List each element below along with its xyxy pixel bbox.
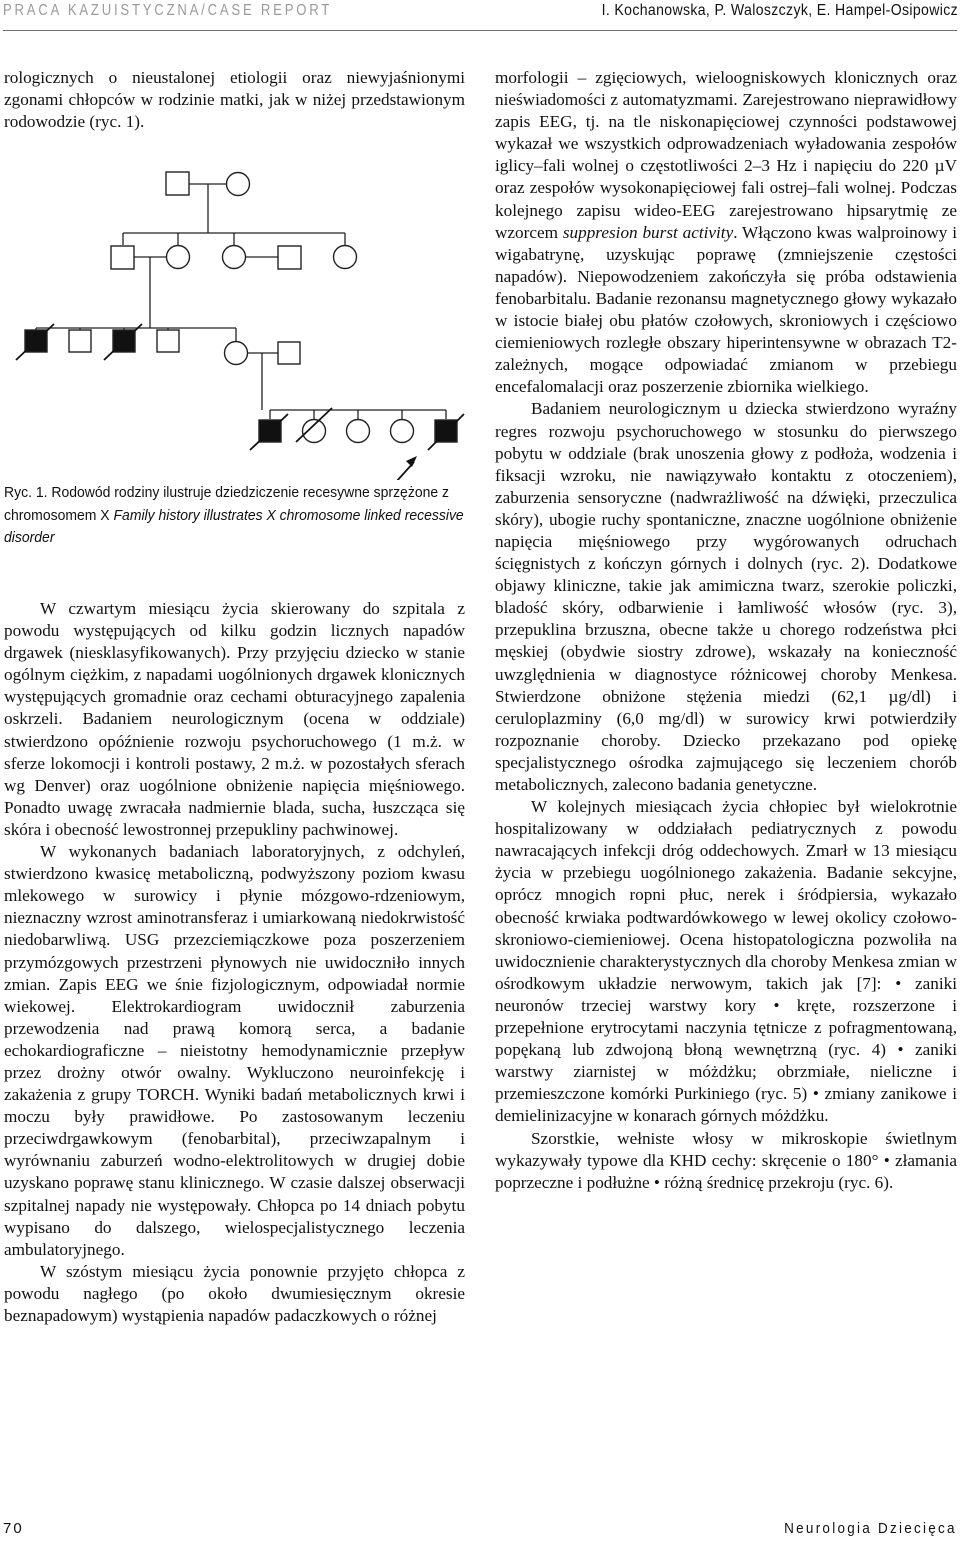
female-symbol [334, 246, 357, 269]
pedigree-chart [0, 160, 480, 480]
female-symbol [225, 342, 248, 365]
right-column [495, 67, 957, 1194]
italic-term: suppresion burst activity [562, 222, 734, 242]
body-paragraph: W wykonanych badaniach laboratoryjnych, z odchyleń, stwierdzono kwasicę metaboliczną, podwyższony poziom kwasu mlekowego w surowicy i płynie mózgowo-rdzeniowym, nieznaczny wzrost aminotransferaz i umiarkowaną niedokrwistość niedobarwliwą. USG przezciemiączkowe poza poszerzeniem przymózgowych przestrzeni płynowych nie uwidoczniło innych zmian. Zapis EEG we śnie fizjologicznym, odpowiadał normie wiekowej. Elektrokardiogram uwidocznił zaburzenia przewodzenia nad prawą komorą serca, a badanie echokardiograficzne – nieistotny hemodynamicznie przepływ przez drożny otwór owalny. Wykluczono neuroinfekcję i zakażenia z grupy TORCH. Wyniki badań metabolicznych krwi i moczu były prawidłowe. Po zastosowanym leczeniu przeciwdrgawkowym (fenobarbital), przeciwzapalnym i wyrównaniu zaburzeń wodno-elektrolitowych w drugiej dobie uzyskano poprawę stanu klinicznego. W czasie dalszej obserwacji szpitalnej napady nie występowały. Chłopca po 14 dniach pobytu wypisano do dalszego, wielospecjalistycznego leczenia ambulatoryjnego. [4, 842, 465, 1259]
female-symbol [223, 246, 246, 269]
male-symbol [166, 172, 189, 195]
body-paragraph: morfologii – zgięciowych, wieloogniskowych klonicznych oraz nieświadomości z automatyzmami. Zarejestrowano nieprawidłowy zapis EEG, tj. na tle niskonapięciowej czynności podstawowej wykazał we wszystkich odprowadzeniach wyładowania zespołów iglicy–fali wolnej o częstotliwości 2–3 Hz i napięciu do 220 µV oraz zespołów wysokonapięciowej fali ostrej–fali wolnej. Podczas kolejnego zapisu wideo-EEG zarejestrowano hipsarytmię ze wzorcem suppresion burst activity. Włączono kwas walproinowy i wigabatrynę, uzyskując poprawę (zmniejszenie częstości napadów). Niepowodzeniem zakończyła się próba odstawienia fenobarbitalu. Badanie rezonansu magnetycznego głowy wykazało w istocie białej obu płatów czołowych, skroniowych i częściowo ciemieniowych rozległe obszary hiperintensywne w obrazach T2-zależnych, mogące odpowiadać zmianom w przebiegu encefalomalacji oraz poszerzenie zbiornika wielkiego. [495, 68, 957, 397]
body-paragraph: Szorstkie, wełniste włosy w mikroskopie świetlnym wykazywały typowe dla KHD cechy: skręcenie o 180° • złamania poprzeczne i podłużne • różną średnicę przekroju (ryc. 6). [495, 1128, 957, 1192]
male-symbol [278, 246, 301, 269]
male-symbol [157, 330, 179, 352]
female-symbol [227, 173, 250, 196]
female-symbol [347, 420, 370, 443]
male-symbol [111, 246, 134, 269]
caption-english: Family history illustrates X chromosome linked recessive disorder [4, 506, 464, 546]
caption-polish: Ryc. 1. Rodowód rodziny ilustruje dziedziczenie recesywne sprzężone z chromosomem X [4, 484, 450, 524]
female-symbol [303, 420, 326, 443]
body-paragraph: W szóstym miesiącu życia ponownie przyjęto chłopca z powodu nagłego (po około dwumiesięcznym okresie beznapadowym) wystąpienia napadów padaczkowych o różnej [4, 1261, 465, 1325]
running-head-authors: I. Kochanowska, P. Waloszczyk, E. Hampel-Osipowicz [601, 2, 958, 19]
left-body [4, 598, 465, 1327]
male-symbol [278, 342, 300, 364]
body-paragraph: Badaniem neurologicznym u dziecka stwierdzono wyraźny regres rozwoju psychoruchowego w stosunku do pierwszego pobytu w oddziale (brak unoszenia głowy z podłoża, wodzenia i fiksacji wzroku, nie nawiązywało kontaktu z otoczeniem), zaburzenia sensoryczne (nadwrażliwość na dźwięki, przeczulica skóry), ubogie ruchy spontaniczne, znaczne uogólnione obniżenie napięcia mięśniowego przy wygórowanych odruchach ścięgnistych z kończyn górnych i dolnych (ryc. 2). Dodatkowe objawy kliniczne, takie jak amimiczna twarz, szerokie policzki, bladość skóry, odbarwienie i łamliwość włosów (ryc. 3), przepuklina brzuszna, obecne także u chorego rodzeństwa płci męskiej (obydwie siostry zdrowe), wskazały na konieczność uwzględnienia w diagnostyce różnicowej choroby Menkesa. Stwierdzone obniżone stężenia miedzi (62,1 µg/dl) i ceruloplazminy (6,0 mg/dl) w surowicy krwi potwierdziły rozpoznanie choroby. Dziecko przekazano pod opiekę specjalistycznego ośrodka zajmującego się leczeniem chorób metabolicznych, zalecono badania genetyczne. [495, 399, 957, 794]
running-head-section: PRACA KAZUISTYCZNA/CASE REPORT [3, 2, 333, 19]
header-rule [3, 30, 957, 31]
body-paragraph: W kolejnych miesiącach życia chłopiec był wielokrotnie hospitalizowany w oddziałach pediatrycznych z powodu nawracających infekcji dróg oddechowych. Zmarł w 13 miesiącu życia w przebiegu uogólnionego zakażenia. Badanie sekcyjne, oprócz mnogich ropni płuc, nerek i śródpiersia, wykazało obecność krwiaka podtwardówkowego w lewej okolicy czołowo-skroniowo-ciemieniowej. Ocena histopatologiczna pozwoliła na uwidocznienie charakterystycznych dla choroby Menkesa zmian w ośrodkowym układzie nerwowym, takich jak [7]: • zaniki neuronów trzeciej warstwy kory • kręte, rozszerzone i przepełnione erytrocytami naczynia tętnicze z pofragmentowaną, popękaną lub zdwojoną błoną wewnętrzną (ryc. 4) • zaniki warstwy ziarnistej w móżdżku; obrzmiałe, nieliczne i przemieszczone komórki Purkiniego (ryc. 5) • zmiany zanikowe i demielinizacyjne w konarach górnych móżdżku. [495, 797, 957, 1126]
intro-paragraph: rologicznych o nieustalonej etiologii oraz niewyjaśnionymi zgonami chłopców w rodzinie matki, jak w niżej przedstawionym rodowodzie (ryc. 1). [4, 68, 465, 132]
female-symbol [391, 420, 414, 443]
female-symbol [167, 246, 190, 269]
proband-arrowhead [406, 456, 417, 467]
figure-caption [4, 482, 464, 550]
male-symbol [69, 330, 91, 352]
page-number: 70 [3, 1520, 24, 1537]
body-paragraph: W czwartym miesiącu życia skierowany do szpitala z powodu występujących od kilku godzin licznych napadów drgawek (niesklasyfikowanych). Przy przyjęciu dziecko w stanie ogólnym ciężkim, z napadami uogólnionych drgawek klonicznych występujących gromadnie oraz cechami obturacyjnego zapalenia oskrzeli. Badaniem neurologicznym (ocena w oddziale) stwierdzono opóźnienie rozwoju psychoruchowego (1 m.ż. w sferze lokomocji i kontroli postawy, 2 m.ż. w pozostałych sferach wg Denver) oraz uogólnione obniżenie napięcia mięśniowego. Ponadto uwagę zwracała nadmiernie blada, sucha, łuszcząca się skóra i obecność lewostronnej przepukliny pachwinowej. [4, 599, 465, 839]
journal-name: Neurologia Dziecięca [784, 1520, 957, 1537]
